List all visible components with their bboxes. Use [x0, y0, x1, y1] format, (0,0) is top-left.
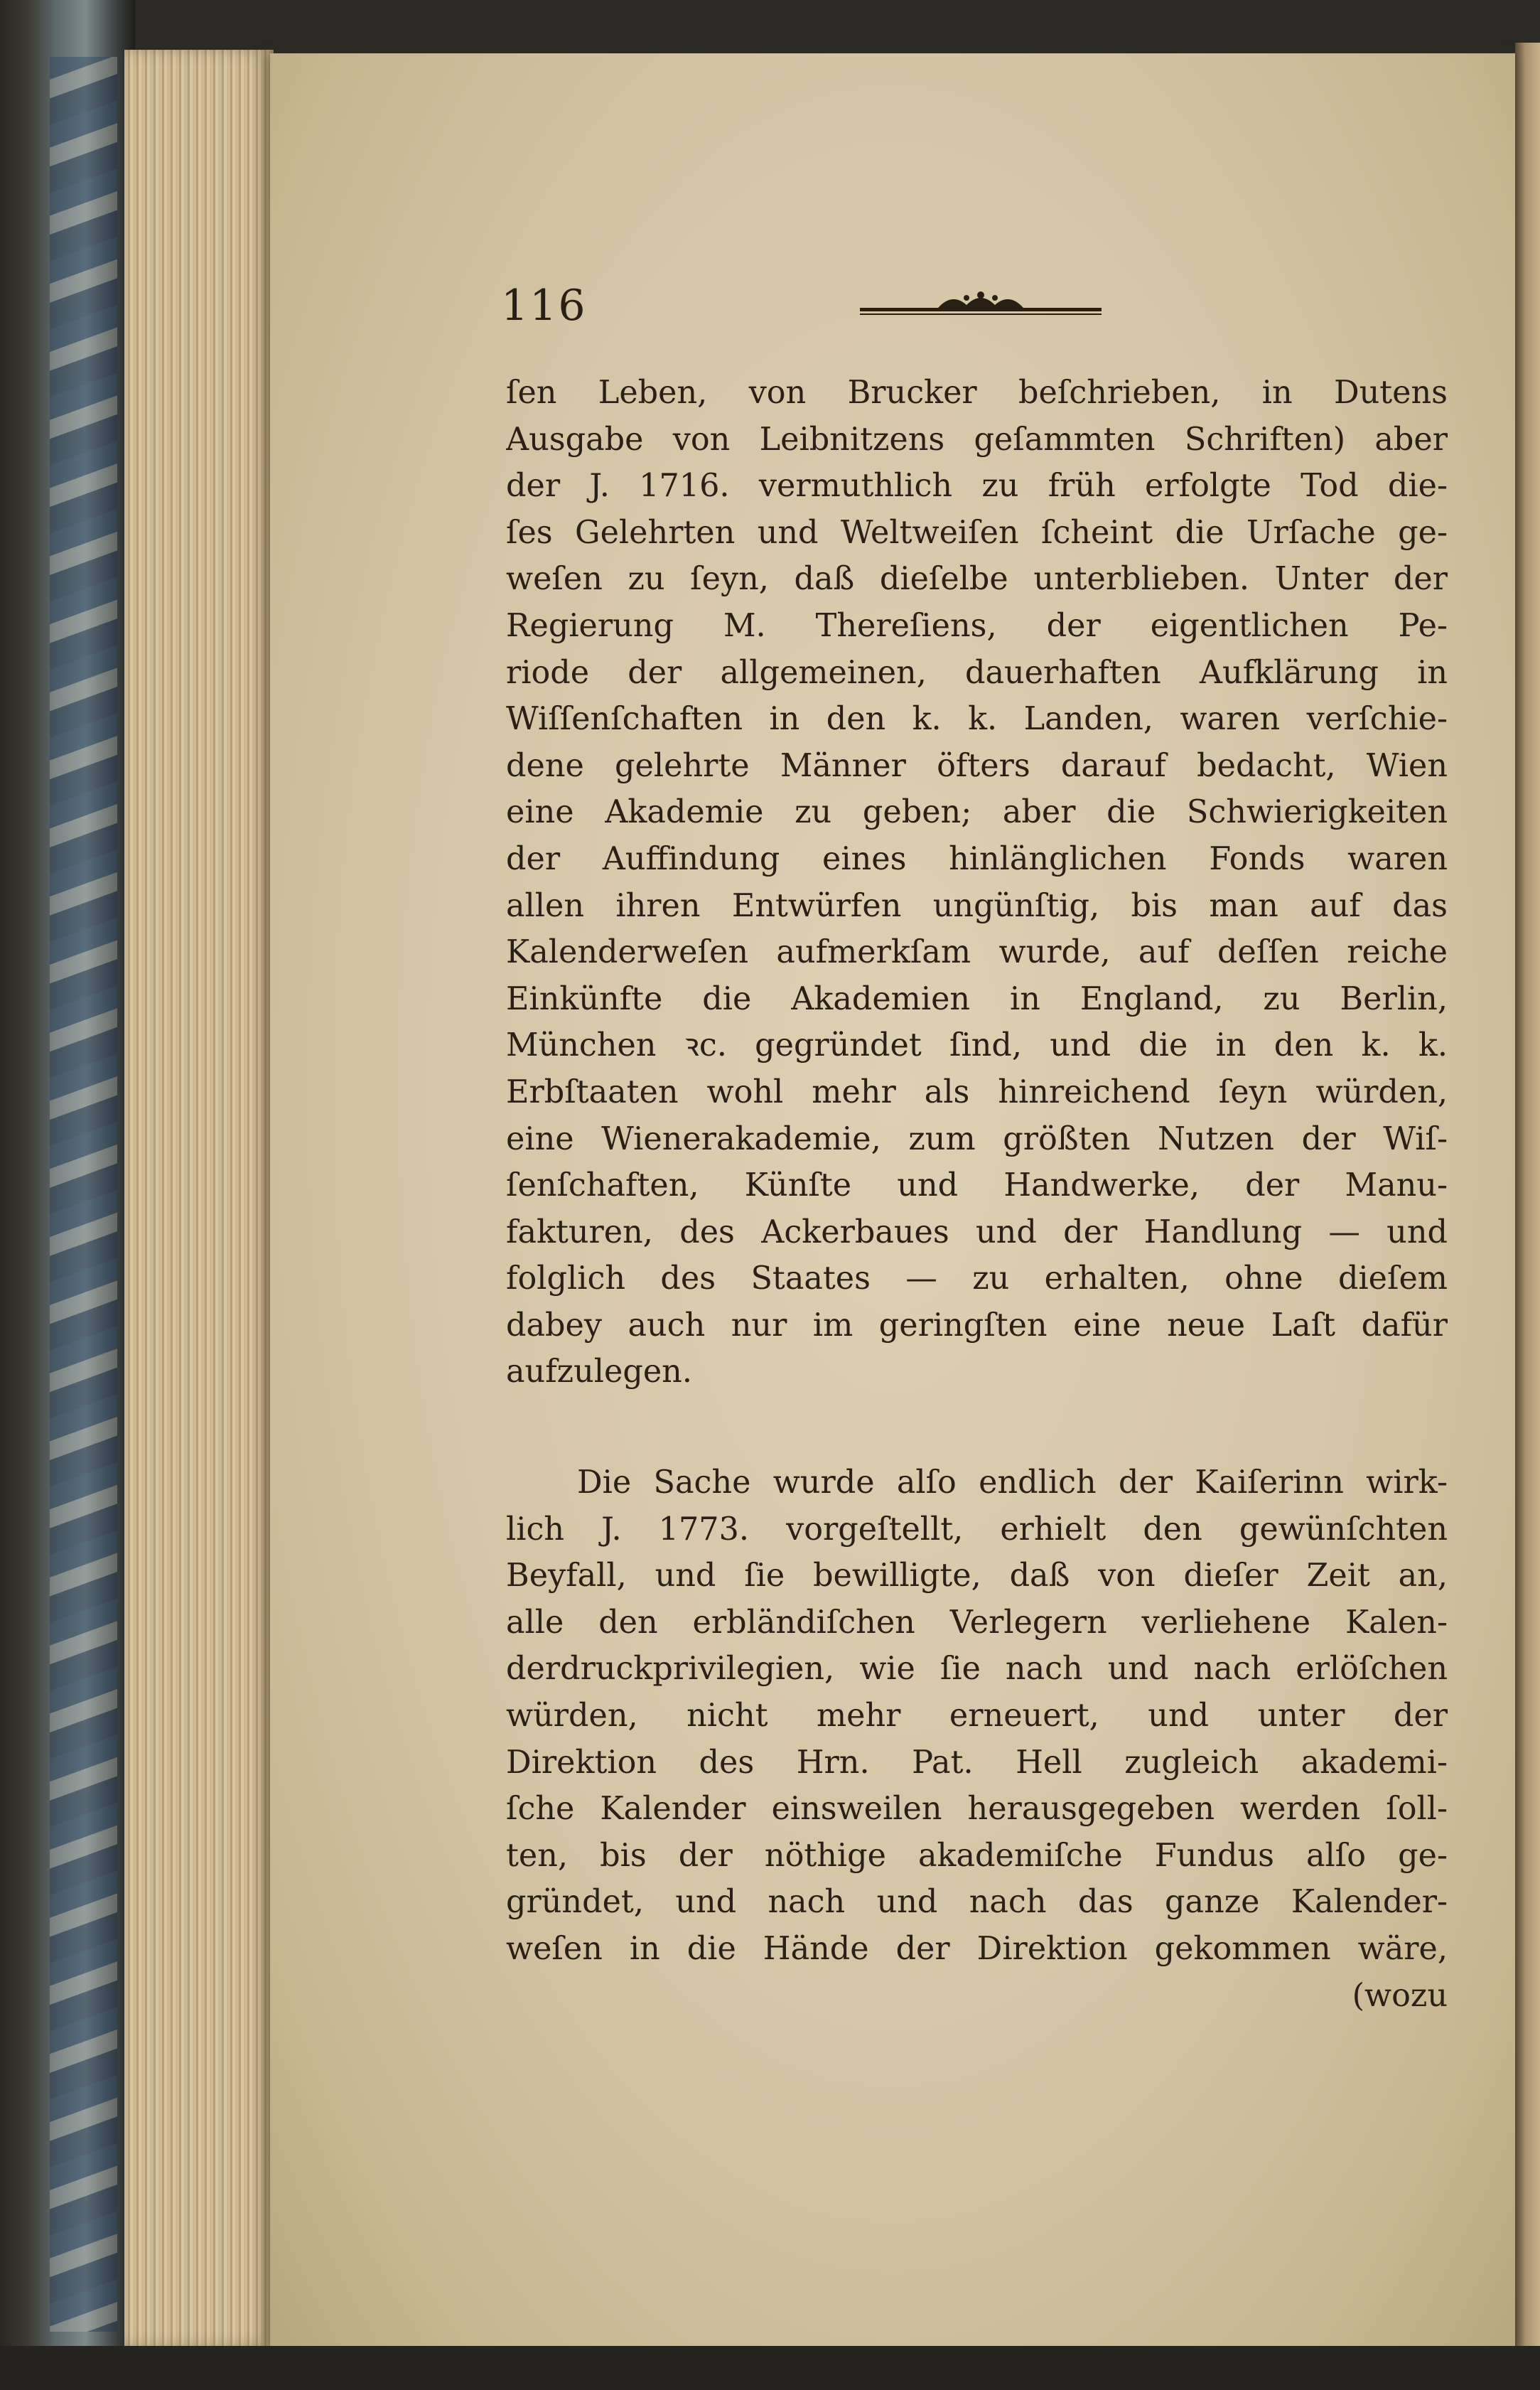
book-cover	[0, 0, 135, 2390]
text-line: alle den erbländiſchen Verlegern verliehene Kalen-	[506, 1604, 1448, 1641]
text-line: weſen zu ſeyn, daß dieſelbe unterblieben. Unter der	[506, 561, 1448, 598]
text-line: Wiſſenſchaften in den k. k. Landen, waren verſchie-	[506, 701, 1448, 738]
text-line: Die Sache wurde alſo endlich der Kaiſerinn wirk-	[577, 1464, 1448, 1501]
text-line: aufzulegen.	[506, 1354, 692, 1390]
text-line: Erbſtaaten wohl mehr als hinreichend ſeyn würden,	[506, 1073, 1448, 1110]
text-line: weſen in die Hände der Direktion gekommen wäre,	[506, 1931, 1448, 1967]
text-line: gründet, und nach und nach das ganze Kalender-	[506, 1884, 1448, 1921]
catchword: (wozu	[1352, 1977, 1448, 2014]
text-line: eine Akademie zu geben; aber die Schwierigkeiten	[506, 794, 1448, 831]
page-number: 116	[501, 281, 587, 331]
text-line: Direktion des Hrn. Pat. Hell zugleich akademi-	[506, 1744, 1448, 1781]
text-line: München ꝛc. gegründet ſind, und die in den k. k.	[506, 1027, 1448, 1064]
text-line: ſen Leben, von Brucker beſchrieben, in Dutens	[506, 375, 1448, 411]
text-line: ſenſchaften, Künſte und Handwerke, der Manu-	[506, 1167, 1448, 1204]
text-line: würden, nicht mehr erneuert, und unter der	[506, 1698, 1448, 1735]
page-body-text	[506, 370, 1448, 2019]
text-line: eine Wienerakademie, zum größten Nutzen der Wiſ-	[506, 1120, 1448, 1157]
text-line: Beyfall, und ſie bewilligte, daß von dieſer Zeit an,	[506, 1558, 1448, 1595]
cover-marbling	[50, 57, 117, 2332]
text-line: dene gelehrte Männer öfters darauf bedacht, Wien	[506, 747, 1448, 784]
background-bottom	[0, 2346, 1540, 2390]
page-edges	[124, 50, 274, 2346]
text-line: Ausgabe von Leibnitzens geſammten Schriften) aber	[506, 421, 1448, 458]
text-line: Einkünfte die Akademien in England, zu Berlin,	[506, 980, 1448, 1017]
text-line: lich J. 1773. vorgeſtellt, erhielt den gewünſchten	[506, 1511, 1448, 1548]
text-line: derdruckprivilegien, wie ſie nach und nach erlöſchen	[506, 1651, 1448, 1688]
text-line: ſche Kalender einsweilen herausgegeben werden ſoll-	[506, 1791, 1448, 1828]
text-line: allen ihren Entwürfen ungünſtig, bis man auf das	[506, 887, 1448, 924]
facing-page-edge	[1515, 43, 1540, 2353]
paragraph-2	[506, 1459, 1448, 2019]
text-line: ten, bis der nöthige akademiſche Fundus alſo ge-	[506, 1837, 1448, 1874]
text-line: fakturen, des Ackerbaues und der Handlung — und	[506, 1213, 1448, 1250]
page-header	[501, 281, 1439, 338]
header-ornament-icon	[860, 289, 1102, 325]
text-line: dabey auch nur im geringſten eine neue Laſt dafür	[506, 1307, 1448, 1344]
paragraph-1	[506, 370, 1448, 1395]
text-line: ſes Gelehrten und Weltweiſen ſcheint die Urſache ge-	[506, 514, 1448, 551]
text-line: der J. 1716. vermuthlich zu früh erfolgte Tod die-	[506, 468, 1448, 505]
text-line: der Auffindung eines hinlänglichen Fonds waren	[506, 840, 1448, 877]
text-line: Kalenderweſen aufmerkſam wurde, auf deſſen reiche	[506, 934, 1448, 971]
paragraph-gap	[506, 1395, 1448, 1459]
text-line: riode der allgemeinen, dauerhaften Aufklärung in	[506, 654, 1448, 691]
text-line: folglich des Staates — zu erhalten, ohne dieſem	[506, 1260, 1448, 1297]
text-line: Regierung M. Thereſiens, der eigentlichen Pe-	[506, 607, 1448, 644]
